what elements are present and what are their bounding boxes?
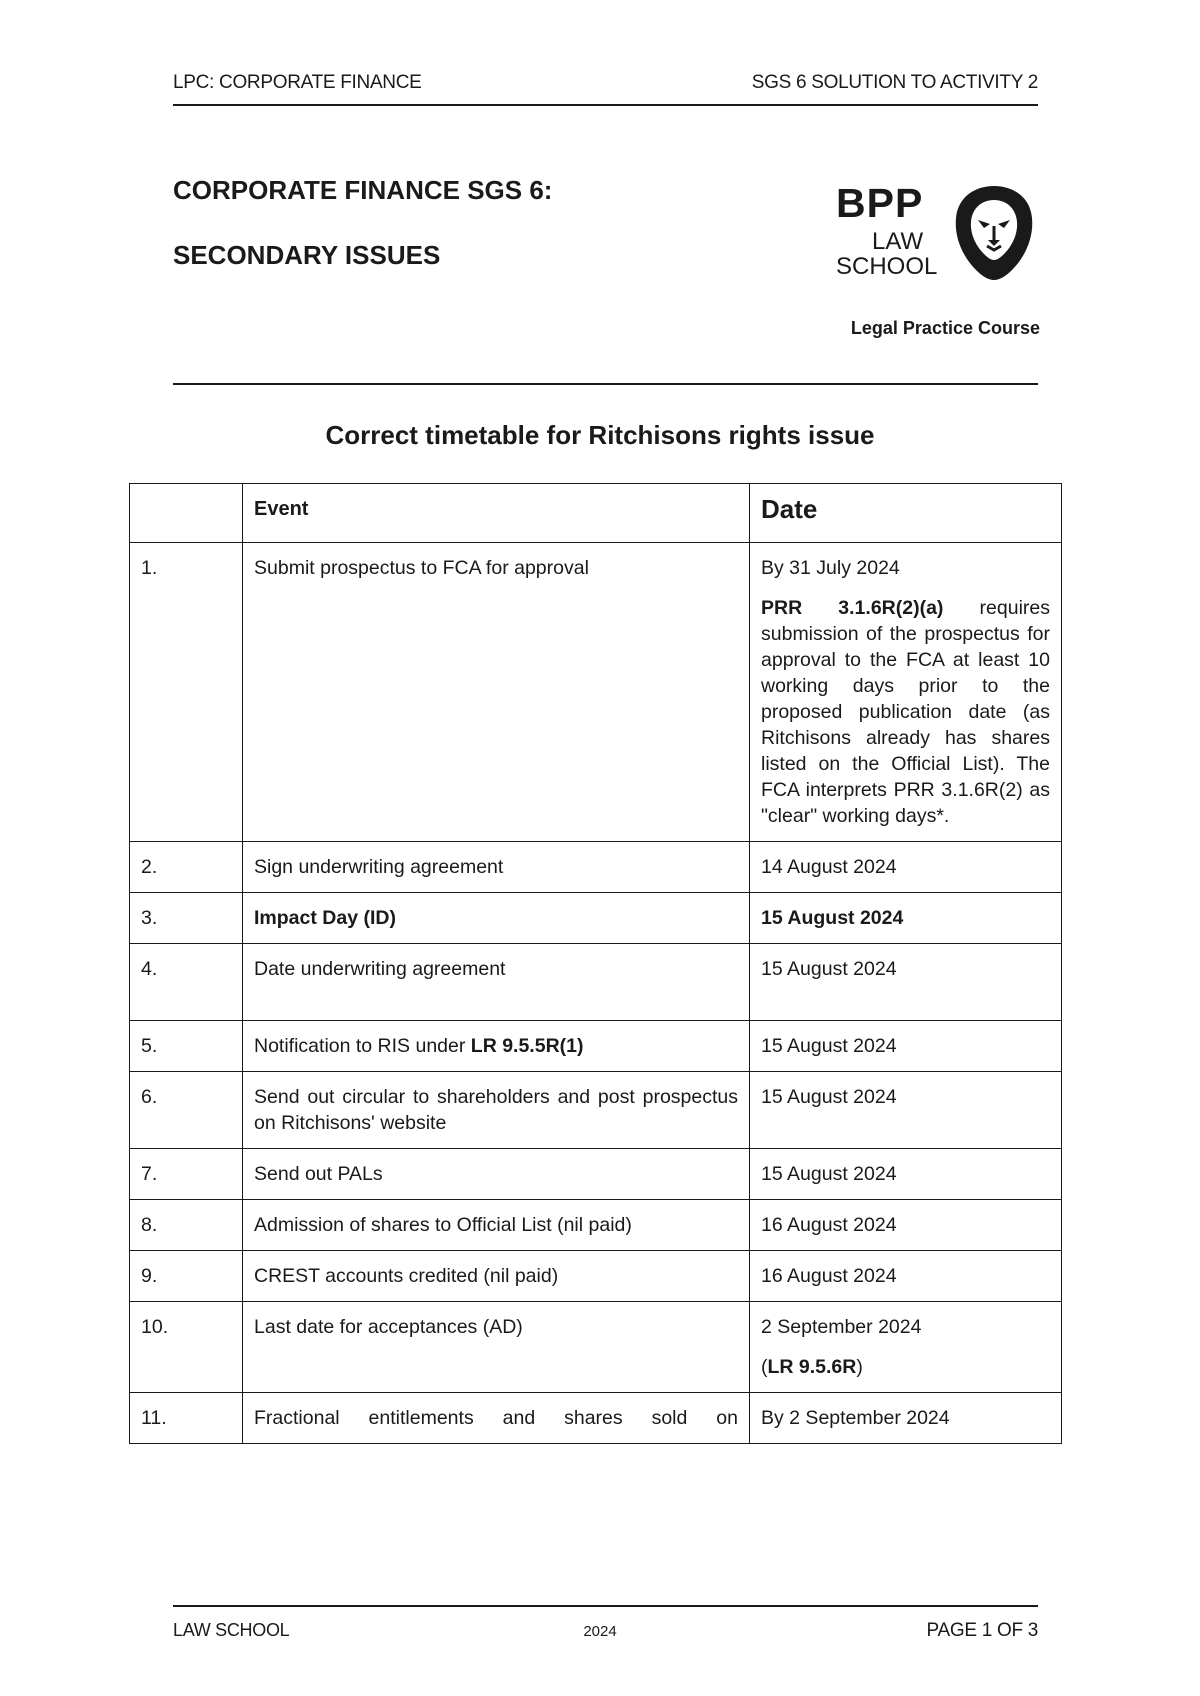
row-number: 7.	[130, 1149, 243, 1200]
table-row	[130, 842, 1062, 893]
row-date-text: By 31 July 2024	[761, 557, 900, 579]
course-name: Legal Practice Course	[850, 318, 1040, 338]
row-date: 15 August 2024	[750, 944, 1062, 1021]
header-right: SGS 6 SOLUTION TO ACTIVITY 2	[751, 72, 1038, 93]
note-reference: LR 9.5.6R	[767, 1356, 857, 1378]
row-number: 3.	[130, 893, 243, 944]
row-number: 5.	[130, 1021, 243, 1072]
title-rule	[173, 383, 1038, 385]
row-date	[750, 1302, 1062, 1393]
row-number: 10.	[130, 1302, 243, 1393]
lion-head-icon	[954, 184, 1034, 282]
table-header-row	[130, 484, 1062, 543]
footer-right: PAGE 1 OF 3	[926, 1620, 1038, 1641]
table-row	[130, 1302, 1062, 1393]
row-event	[243, 1021, 750, 1072]
header-cell-event: Event	[243, 484, 750, 543]
document-title-line-2: SECONDARY ISSUES	[173, 240, 441, 270]
ref-open: (	[761, 1356, 768, 1378]
row-event: Date underwriting agreement	[243, 944, 750, 1021]
table-row	[130, 1149, 1062, 1200]
note-text: requires submission of the prospectus for approval to the FCA at least 10 working days prior to the proposed publication date (as Ritchisons already has shares listed on the Official List). The FCA interprets PRR 3.1.6R(2) as "clear" working days*.	[761, 597, 1050, 827]
table-row	[130, 893, 1062, 944]
row-event: CREST accounts credited (nil paid)	[243, 1251, 750, 1302]
row-number: 4.	[130, 944, 243, 1021]
row-event: Fractional entitlements and shares sold on	[243, 1393, 750, 1444]
table-row	[130, 543, 1062, 842]
header-left: LPC: CORPORATE FINANCE	[173, 72, 422, 93]
header-cell-date: Date	[750, 484, 1062, 543]
row-date	[750, 543, 1062, 842]
row-date-text: 2 September 2024	[761, 1316, 922, 1338]
row-event: Send out circular to shareholders and post prospectus on Ritchisons' website	[243, 1072, 750, 1149]
row-event: Send out PALs	[243, 1149, 750, 1200]
table-row	[130, 1200, 1062, 1251]
footer-left: LAW SCHOOL	[173, 1620, 290, 1640]
ref-close: )	[856, 1356, 863, 1378]
row-number: 2.	[130, 842, 243, 893]
row-event-reference: LR 9.5.5R(1)	[470, 1035, 584, 1057]
header-rule	[173, 104, 1038, 106]
table-row	[130, 1251, 1062, 1302]
logo-line-law: LAW	[872, 228, 924, 255]
row-event: Sign underwriting agreement	[243, 842, 750, 893]
row-date: 16 August 2024	[750, 1251, 1062, 1302]
row-number: 1.	[130, 543, 243, 842]
row-date: By 2 September 2024	[750, 1393, 1062, 1444]
row-event: Submit prospectus to FCA for approval	[243, 543, 750, 842]
table-row	[130, 1072, 1062, 1149]
row-event: Last date for acceptances (AD)	[243, 1302, 750, 1393]
row-date-note	[761, 595, 1050, 829]
row-date: 16 August 2024	[750, 1200, 1062, 1251]
row-event-text: Notification to RIS under	[254, 1035, 471, 1057]
row-number: 8.	[130, 1200, 243, 1251]
table-row	[130, 1021, 1062, 1072]
row-date-note	[761, 1354, 1050, 1380]
table-row	[130, 1393, 1062, 1444]
row-number: 11.	[130, 1393, 243, 1444]
footer-center: 2024	[583, 1623, 617, 1640]
timetable-heading: Correct timetable for Ritchisons rights issue	[325, 420, 875, 450]
row-date: 15 August 2024	[750, 893, 1062, 944]
bpp-law-school-logo	[836, 180, 1036, 285]
timetable-table	[129, 483, 1062, 1444]
row-date: 15 August 2024	[750, 1072, 1062, 1149]
row-event: Impact Day (ID)	[243, 893, 750, 944]
row-event: Admission of shares to Official List (nil paid)	[243, 1200, 750, 1251]
row-date: 15 August 2024	[750, 1021, 1062, 1072]
row-number: 6.	[130, 1072, 243, 1149]
row-date: 15 August 2024	[750, 1149, 1062, 1200]
row-number: 9.	[130, 1251, 243, 1302]
logo-brand: BPP	[836, 180, 924, 226]
header-cell-number	[130, 484, 243, 543]
document-title-line-1: CORPORATE FINANCE SGS 6:	[173, 175, 553, 205]
row-date: 14 August 2024	[750, 842, 1062, 893]
footer-rule	[173, 1605, 1038, 1607]
table-row	[130, 944, 1062, 1021]
logo-line-school: SCHOOL	[836, 253, 938, 280]
note-reference: PRR 3.1.6R(2)(a)	[761, 597, 944, 619]
